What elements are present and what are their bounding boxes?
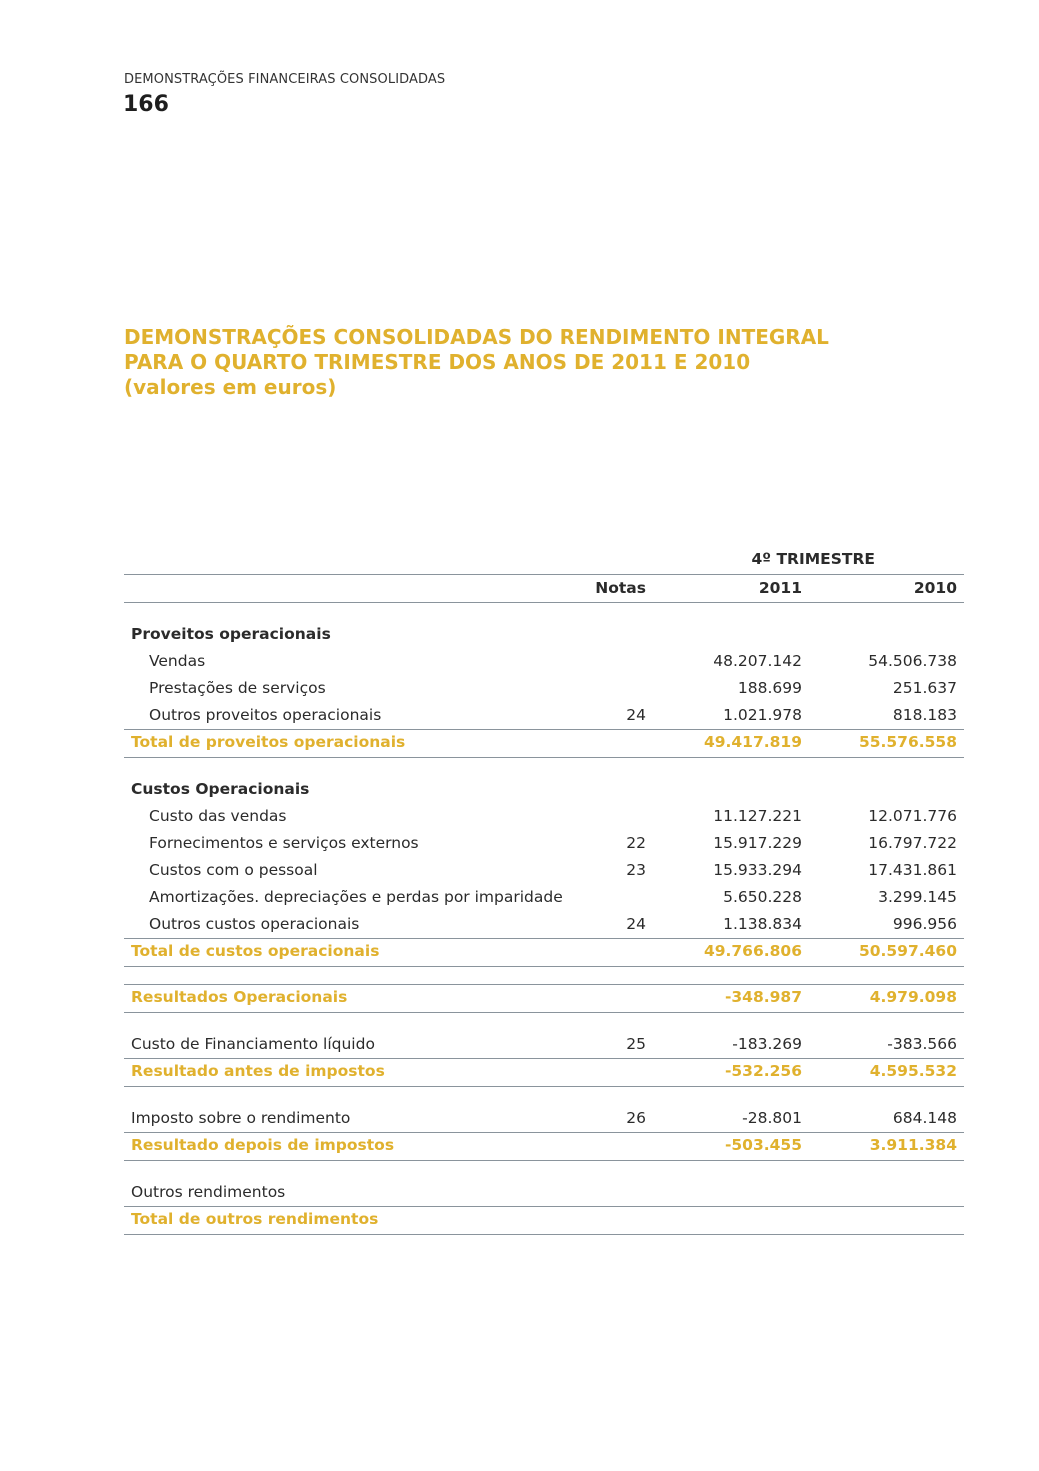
row-label: Outros custos operacionais	[149, 915, 360, 933]
income-statement-table	[124, 546, 964, 1235]
table-row	[124, 1179, 964, 1206]
total-value-2011: 49.417.819	[703, 733, 802, 751]
section-heading: Proveitos operacionais	[131, 625, 331, 643]
row-label: Imposto sobre o rendimento	[131, 1109, 351, 1127]
total-label: Total de outros rendimentos	[131, 1210, 379, 1228]
column-header-2011: 2011	[758, 579, 802, 597]
row-label: Custos com o pessoal	[149, 861, 318, 879]
total-row	[124, 1206, 964, 1235]
total-row	[124, 729, 964, 758]
row-notes: 24	[626, 915, 646, 933]
total-label: Resultado antes de impostos	[131, 1062, 385, 1080]
total-value-2011: -348.987	[724, 988, 802, 1006]
row-label: Outros proveitos operacionais	[149, 706, 382, 724]
statement-title	[124, 325, 829, 400]
row-value-2010: 17.431.861	[868, 861, 957, 879]
row-value-2011: 188.699	[737, 679, 802, 697]
row-label: Amortizações. depreciações e perdas por imparidade	[149, 888, 563, 906]
row-value-2011: 11.127.221	[713, 807, 802, 825]
row-value-2011: -183.269	[732, 1035, 802, 1053]
row-value-2011: -28.801	[742, 1109, 802, 1127]
total-value-2011: -503.455	[724, 1136, 802, 1154]
column-headers	[124, 575, 964, 603]
row-label: Prestações de serviços	[149, 679, 326, 697]
page-number: 166	[123, 92, 169, 117]
row-notes: 22	[626, 834, 646, 852]
row-label: Outros rendimentos	[131, 1183, 286, 1201]
row-value-2010: 3.299.145	[878, 888, 957, 906]
row-value-2011: 48.207.142	[713, 652, 802, 670]
row-notes: 25	[626, 1035, 646, 1053]
column-header-notes: Notas	[595, 579, 646, 597]
row-notes: 24	[626, 706, 646, 724]
row-value-2010: 818.183	[892, 706, 957, 724]
column-header-2010: 2010	[913, 579, 957, 597]
table-row	[124, 1105, 964, 1132]
total-value-2010: 4.595.532	[869, 1062, 957, 1080]
row-value-2010: 12.071.776	[868, 807, 957, 825]
row-value-2010: 16.797.722	[868, 834, 957, 852]
row-value-2011: 15.933.294	[713, 861, 802, 879]
separator-band	[124, 967, 964, 985]
total-row	[124, 1132, 964, 1161]
total-value-2011: 49.766.806	[703, 942, 802, 960]
table-row	[124, 884, 964, 911]
total-value-2011: -532.256	[724, 1062, 802, 1080]
row-value-2011: 15.917.229	[713, 834, 802, 852]
total-value-2010: 50.597.460	[858, 942, 957, 960]
title-subtitle: (valores em euros)	[124, 375, 337, 399]
table-row	[124, 675, 964, 702]
row-value-2011: 5.650.228	[723, 888, 802, 906]
row-value-2010: 684.148	[892, 1109, 957, 1127]
total-label: Resultados Operacionais	[131, 988, 348, 1006]
row-notes: 23	[626, 861, 646, 879]
table-row	[124, 648, 964, 675]
row-notes: 26	[626, 1109, 646, 1127]
title-line-1: DEMONSTRAÇÕES CONSOLIDADAS DO RENDIMENTO INTEGRAL	[124, 325, 829, 349]
period-header	[124, 546, 964, 575]
row-value-2010: -383.566	[887, 1035, 957, 1053]
table-row	[124, 803, 964, 830]
total-label: Total de proveitos operacionais	[131, 733, 406, 751]
table-row	[124, 1031, 964, 1058]
row-value-2010: 996.956	[892, 915, 957, 933]
title-line-2: PARA O QUARTO TRIMESTRE DOS ANOS DE 2011 E 2010	[124, 350, 751, 374]
total-row	[124, 938, 964, 967]
row-value-2010: 54.506.738	[868, 652, 957, 670]
table-row	[124, 702, 964, 729]
row-value-2011: 1.021.978	[723, 706, 802, 724]
total-row	[124, 1058, 964, 1087]
table-row	[124, 830, 964, 857]
total-value-2010: 3.911.384	[869, 1136, 957, 1154]
table-row	[124, 911, 964, 938]
section-heading: Custos Operacionais	[131, 780, 310, 798]
row-value-2011: 1.138.834	[723, 915, 802, 933]
table-row	[124, 857, 964, 884]
running-header: DEMONSTRAÇÕES FINANCEIRAS CONSOLIDADAS	[124, 72, 446, 87]
row-label: Custo das vendas	[149, 807, 287, 825]
period-label: 4º TRIMESTRE	[751, 550, 875, 568]
total-label: Resultado depois de impostos	[131, 1136, 395, 1154]
total-label: Total de custos operacionais	[131, 942, 380, 960]
total-value-2010: 55.576.558	[858, 733, 957, 751]
total-value-2010: 4.979.098	[869, 988, 957, 1006]
total-row	[124, 985, 964, 1013]
row-label: Custo de Financiamento líquido	[131, 1035, 375, 1053]
row-label: Vendas	[149, 652, 206, 670]
row-label: Fornecimentos e serviços externos	[149, 834, 419, 852]
row-value-2010: 251.637	[892, 679, 957, 697]
